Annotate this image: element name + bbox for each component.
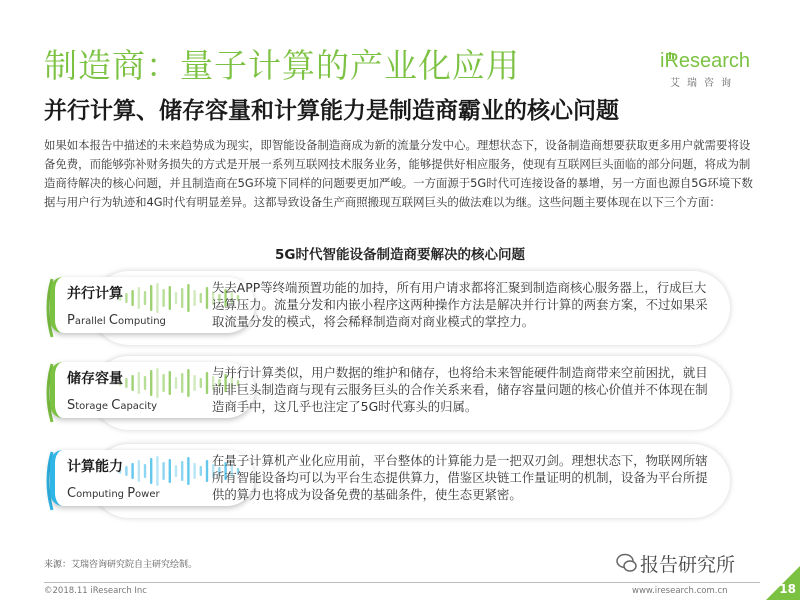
footer-url: www.iresearch.com.cn bbox=[632, 586, 728, 596]
footer-copyright: ©2018.11 iResearch Inc bbox=[44, 586, 147, 596]
card-title-en-rest: torage bbox=[75, 401, 112, 412]
card-title-en-rest: ower bbox=[135, 489, 160, 500]
card-title-en-capital: P bbox=[127, 486, 136, 501]
card-description: 失去APP等终端预置功能的加持，所有用户请求都将汇聚到制造商核心服务器上，行成巨大运算压力。流量分发和内嵌小程序这两种操作方法是解决并行计算的两套方案，不过如果采取流量分发的模式，将会稀释制造商对商业模式的掌控力。 bbox=[212, 280, 708, 329]
card-title-cn: 并行计算 bbox=[67, 286, 123, 302]
card-title-cn: 储存容量 bbox=[67, 371, 123, 387]
wechat-icon bbox=[616, 552, 638, 574]
intro-paragraph: 如果如本报告中描述的未来趋势成为现实，即智能设备制造商成为新的流量分发中心。理想状态下，设备制造商想要获取更多用户就需要将设备免费，而能够弥补财务损失的方式是开展一系列互联网技术服务业务，能够提供好相应服务，使现有互联网巨头面临的部分问题，将成为制造商待解决的核心问题，并且制造商在5G环境下同样的问题要更加严峻。一方面源于5G时代可连接设备的暴增，另一方面也源自5G环境下数据与用户行为轨迹和4G时代有明显差异。这都导致设备生产商照搬现互联网巨头的做法难以为继。这些问题主要体现在以下三个方面： bbox=[44, 138, 753, 209]
watermark: 报告研究所 bbox=[640, 554, 736, 576]
card-title-cn: 计算能力 bbox=[67, 459, 123, 475]
page-title: 制造商：量子计算的产业化应用 bbox=[44, 46, 520, 85]
logo-brand-cn: 艾瑞咨询 bbox=[670, 78, 738, 89]
card-title-en-capital: C bbox=[67, 486, 77, 501]
logo-brand: iResearch bbox=[660, 50, 751, 72]
card-description: 在量子计算机产业化应用前，平台整体的计算能力是一把双刃剑。理想状态下，物联网所辖所有智能设备均可以为平台生态提供算力，借鉴区块链工作量证明的机制，设备为平台所提供的算力也将成为设备免费的基础条件，使生态更紧密。 bbox=[212, 453, 708, 502]
card-title-en-rest: arallel bbox=[74, 316, 109, 327]
card-title-en-rest: omputing bbox=[117, 316, 166, 327]
card-title-en-rest: apacity bbox=[120, 401, 158, 412]
source-note: 来源：艾瑞咨询研究院自主研究绘制。 bbox=[44, 560, 198, 570]
card-title-en-capital: C bbox=[111, 398, 121, 413]
issue-card bbox=[44, 444, 730, 518]
iresearch-logo bbox=[660, 50, 760, 90]
card-description: 与并行计算类似，用户数据的维护和储存，也将给未来智能硬件制造商带来空前困扰，就目前非巨头制造商与现有云服务巨头的合作关系来看，储存容量问题的核心价值并不体现在制造商手中，这几乎也注定了5G时代寡头的归属。 bbox=[212, 365, 708, 414]
card-title-en bbox=[67, 313, 166, 328]
card-title-en-capital: C bbox=[108, 313, 118, 328]
card-title-en-capital: S bbox=[67, 398, 76, 413]
footer-divider bbox=[44, 582, 760, 583]
section-title: 5G时代智能设备制造商要解决的核心问题 bbox=[275, 247, 525, 263]
issue-card bbox=[44, 271, 730, 345]
card-title-en bbox=[67, 398, 157, 413]
issue-card bbox=[44, 356, 730, 430]
card-title-en-capital: P bbox=[67, 313, 75, 328]
page-subtitle: 并行计算、储存容量和计算能力是制造商霸业的核心问题 bbox=[44, 98, 619, 124]
page-number: 18 bbox=[779, 582, 796, 596]
card-title-en-rest: omputing bbox=[76, 489, 128, 500]
card-title-en bbox=[67, 486, 160, 501]
